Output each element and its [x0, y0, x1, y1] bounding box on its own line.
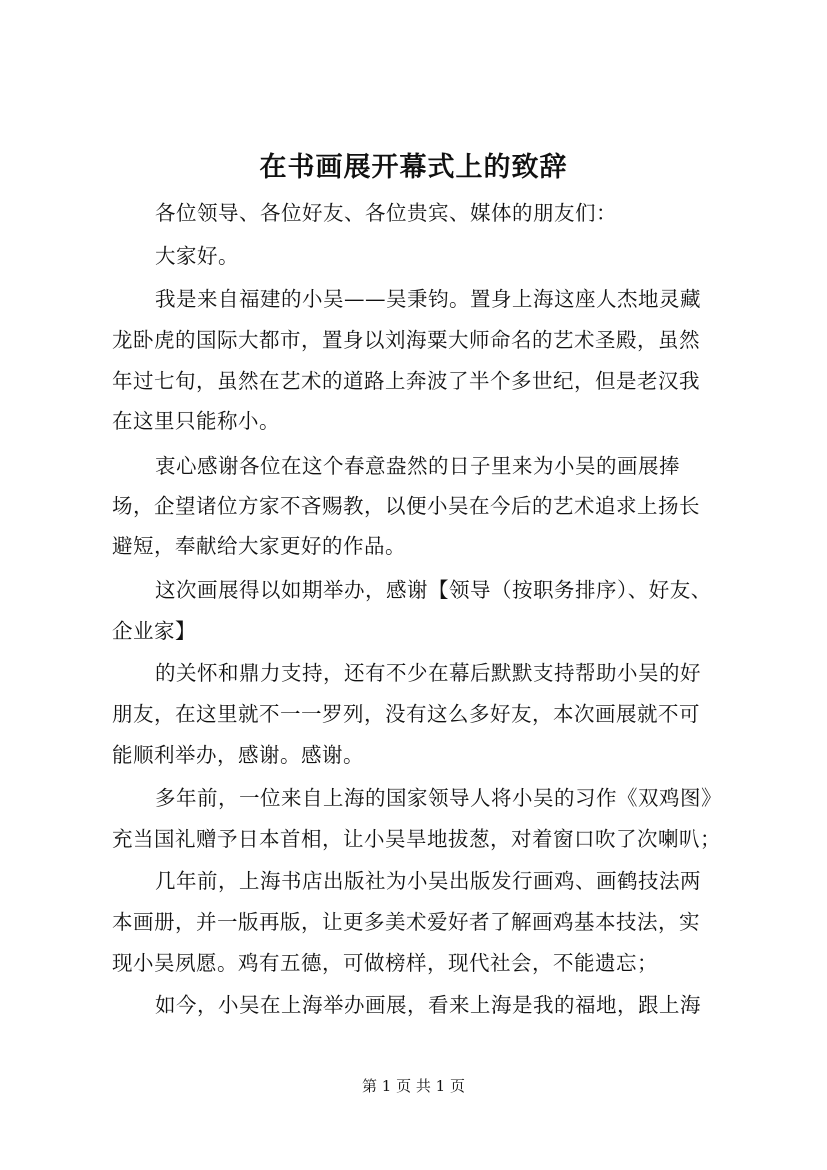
paragraph-line: 年过七旬，虽然在艺术的道路上奔波了半个多世纪，但是老汉我 — [112, 369, 700, 393]
paragraph-line: 在这里只能称小。 — [112, 409, 280, 433]
paragraph-line: 龙卧虎的国际大都市，置身以刘海粟大师命名的艺术圣殿，虽然 — [112, 328, 700, 352]
paragraph-line: 企业家】 — [112, 619, 196, 643]
paragraph-line: 几年前，上海书店出版社为小吴出版发行画鸡、画鹤技法两 — [155, 869, 701, 893]
paragraph-line: 多年前，一位来自上海的国家领导人将小吴的习作《双鸡图》 — [155, 786, 722, 810]
paragraph-line-greeting: 大家好。 — [155, 244, 239, 268]
paragraph-line: 本画册，并一版再版，让更多美术爱好者了解画鸡基本技法，实 — [112, 910, 700, 934]
paragraph-line: 能顺利举办，感谢。感谢。 — [112, 743, 364, 767]
paragraph-line: 我是来自福建的小吴——吴秉钧。置身上海这座人杰地灵藏 — [155, 287, 701, 311]
paragraph-line: 衷心感谢各位在这个春意盎然的日子里来为小吴的画展捧 — [155, 454, 680, 478]
paragraph-line: 充当国礼赠予日本首相，让小吴旱地拔葱，对着窗口吹了次喇叭； — [112, 827, 721, 851]
paragraph-line-salutation: 各位领导、各位好友、各位贵宾、媒体的朋友们： — [155, 201, 617, 225]
paragraph-line: 朋友，在这里就不一一罗列，没有这么多好友，本次画展就不可 — [112, 702, 700, 726]
page-footer: 第 1 页 共 1 页 — [362, 1077, 465, 1095]
paragraph-line: 这次画展得以如期举办，感谢【领导（按职务排序）、好友、 — [155, 578, 712, 602]
paragraph-line: 的关怀和鼎力支持，还有不少在幕后默默支持帮助小吴的好 — [155, 661, 701, 685]
paragraph-line: 避短，奉献给大家更好的作品。 — [112, 534, 406, 558]
paragraph-line: 如今，小吴在上海举办画展，看来上海是我的福地，跟上海 — [155, 993, 701, 1017]
paragraph-line: 场，企望诸位方家不吝赐教，以便小吴在今后的艺术追求上扬长 — [112, 494, 700, 518]
document-title: 在书画展开幕式上的致辞 — [259, 152, 568, 183]
paragraph-line: 现小吴夙愿。鸡有五德，可做榜样，现代社会，不能遗忘； — [112, 951, 658, 975]
